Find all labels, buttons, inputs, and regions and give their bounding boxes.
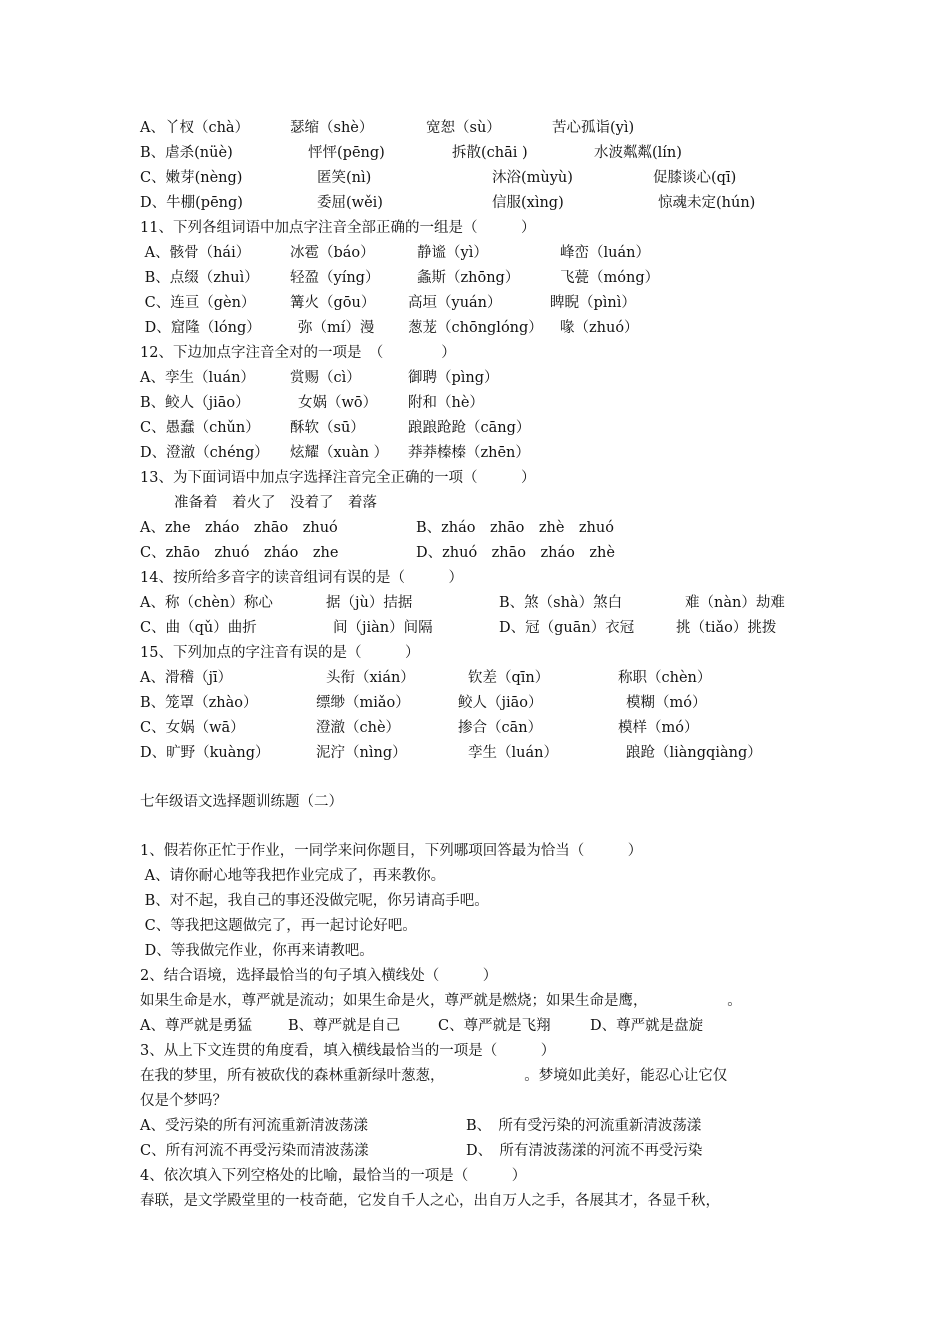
option-item: 宽恕（sù）	[426, 120, 501, 136]
option-label: B、点缀（zhuì）	[140, 270, 259, 286]
q11-stem: 11、下列各组词语中加点字注音全部正确的一组是（ ）	[140, 220, 536, 236]
option-label: D、窟隆（lóng）	[140, 320, 261, 336]
option-item: 称职（chèn）	[618, 670, 712, 686]
option-item: 匿笑(nì)	[317, 170, 372, 186]
option-item: 信服(xìng)	[492, 195, 564, 211]
q11-option-c	[140, 291, 636, 315]
option-item: C、曲（qǔ）曲折	[140, 620, 257, 636]
option-item: 苦心孤诣(yì)	[552, 120, 635, 136]
option-item: 惊魂未定(hún)	[658, 195, 756, 211]
option-label: A、孪生（luán）	[140, 370, 255, 386]
option-label: D、澄澈（chéng）	[140, 445, 269, 461]
s2q3-text-line-1: 在我的梦里，所有被砍伐的森林重新绿叶葱葱， 。梦境如此美好，能忍心让它仅	[140, 1068, 728, 1084]
option-item: 促膝谈心(qī)	[653, 170, 737, 186]
option-item: 澄澈（chè）	[316, 720, 401, 736]
option-item: D、zhuó zhāo zháo zhè	[416, 545, 615, 561]
option-item: 沐浴(mùyù)	[492, 170, 573, 186]
option-item: B、尊严就是自己	[288, 1018, 401, 1034]
option-label: A、丫杈（chà）	[140, 120, 250, 136]
s2q3-options-row-2	[140, 1139, 703, 1163]
option-label: C、嫩芽(nèng)	[140, 170, 243, 186]
q12-stem: 12、下边加点字注音全对的一项是 （ ）	[140, 345, 456, 361]
option-label: A、滑稽（jī）	[140, 670, 233, 686]
q14-stem: 14、按所给多音字的读音组词有误的是（ ）	[140, 570, 463, 586]
s2q2-text: 如果生命是水，尊严就是流动；如果生命是火，尊严就是燃烧；如果生命是鹰， 。	[140, 993, 742, 1009]
s2q3-options-row-1	[140, 1114, 702, 1138]
q11-option-a	[140, 241, 650, 265]
q12-option-d	[140, 441, 530, 465]
q11-option-d	[140, 316, 639, 340]
s2q4-stem: 4、依次填入下列空格处的比喻，最恰当的一项是（ ）	[140, 1168, 527, 1184]
option-item: 附和（hè）	[408, 395, 484, 411]
option-item: 高垣（yuán）	[408, 295, 502, 311]
option-label: D、牛棚(pēng)	[140, 195, 243, 211]
s2q3-text-line-2: 仅是个梦吗？	[140, 1093, 227, 1109]
option-item: 拆散(chāi )	[452, 145, 528, 161]
option-item: C、zhāo zhuó zháo zhe	[140, 545, 339, 561]
option-item: 炫耀（xuàn ）	[290, 445, 389, 461]
option-label: C、愚蠢（chǔn）	[140, 420, 260, 436]
option-item: 掺合（cān）	[458, 720, 543, 736]
s2q1-option-d: D、等我做完作业，你再来请教吧。	[140, 943, 374, 959]
option-item: 据（jù）拮据	[326, 595, 413, 611]
option-item: A、zhe zháo zhāo zhuó	[140, 520, 338, 536]
option-item: 钦差（qīn）	[468, 670, 550, 686]
option-item: 难（nàn）劫难	[685, 595, 785, 611]
option-item: 飞甍（móng）	[560, 270, 660, 286]
s2q2-options	[140, 1014, 704, 1038]
option-item: 委屈(wěi)	[317, 195, 383, 211]
option-item: 静谧（yì）	[417, 245, 488, 261]
option-item: 踉跄（liàngqiàng）	[626, 745, 762, 761]
q10-option-a	[140, 116, 635, 140]
option-item: 螽斯（zhōng）	[417, 270, 520, 286]
option-item: 间（jiàn）间隔	[333, 620, 433, 636]
option-item: 缥缈（miǎo）	[316, 695, 410, 711]
option-item: A、尊严就是勇猛	[140, 1018, 252, 1034]
option-item: C、所有河流不再受污染而清波荡漾	[140, 1143, 369, 1159]
option-item: 睥睨（pìnì）	[550, 295, 636, 311]
option-item: A、受污染的所有河流重新清波荡漾	[140, 1118, 368, 1134]
q13-options-row-2	[140, 541, 615, 565]
option-label: C、连亘（gèn）	[140, 295, 256, 311]
option-item: 峰峦（luán）	[560, 245, 650, 261]
q14-options-row-2	[140, 616, 777, 640]
option-item: 女娲（wō）	[298, 395, 378, 411]
option-item: B、煞（shà）煞白	[499, 595, 623, 611]
option-item: D、 所有清波荡漾的河流不再受污染	[466, 1143, 703, 1159]
option-label: B、笼罩（zhào）	[140, 695, 258, 711]
option-item: B、 所有受污染的河流重新清波荡漾	[466, 1118, 702, 1134]
option-label: C、女娲（wā）	[140, 720, 245, 736]
option-item: D、冠（guān）衣冠	[499, 620, 635, 636]
q13-words: 准备着 着火了 没着了 着落	[174, 495, 377, 511]
option-item: 喙（zhuó）	[560, 320, 639, 336]
option-item: 泥泞（nìng）	[316, 745, 407, 761]
option-item: 怦怦(pēng)	[308, 145, 385, 161]
s2q1-option-b: B、对不起，我自己的事还没做完呢，你另请高手吧。	[140, 893, 489, 909]
option-item: C、尊严就是飞翔	[438, 1018, 551, 1034]
option-item: 孪生（luán）	[468, 745, 558, 761]
q14-options-row-1	[140, 591, 785, 615]
option-item: A、称（chèn）称心	[140, 595, 273, 611]
option-item: 御聘（pìng）	[408, 370, 499, 386]
q13-stem: 13、为下面词语中加点字选择注音完全正确的一项（ ）	[140, 470, 536, 486]
option-item: 瑟缩（shè）	[290, 120, 374, 136]
q10-option-b	[140, 141, 682, 165]
s2q1-stem: 1、假若你正忙于作业，一同学来问你题目，下列哪项回答最为恰当（ ）	[140, 843, 643, 859]
option-item: 冰雹（báo）	[290, 245, 375, 261]
q13-options-row-1	[140, 516, 614, 540]
option-item: 弥（mí）漫	[298, 320, 375, 336]
s2q3-stem: 3、从上下文连贯的角度看，填入横线最恰当的一项是（ ）	[140, 1043, 556, 1059]
option-item: 轻盈（yíng）	[290, 270, 380, 286]
option-item: 模糊（mó）	[626, 695, 707, 711]
option-label: A、骸骨（hái）	[140, 245, 251, 261]
option-item: 挑（tiǎo）挑拨	[676, 620, 777, 636]
option-label: B、鲛人（jiāo）	[140, 395, 250, 411]
option-item: 水波粼粼(lín)	[594, 145, 682, 161]
q15-stem: 15、下列加点的字注音有误的是（ ）	[140, 645, 420, 661]
option-item: 莽莽榛榛（zhēn）	[408, 445, 530, 461]
q12-option-a	[140, 366, 499, 390]
q10-option-c	[140, 166, 737, 190]
option-item: 酥软（sū）	[290, 420, 365, 436]
q15-option-a	[140, 666, 712, 690]
option-item: B、zháo zhāo zhè zhuó	[416, 520, 614, 536]
s2q1-option-c: C、等我把这题做完了，再一起讨论好吧。	[140, 918, 417, 934]
option-item: 赏赐（cì）	[290, 370, 361, 386]
option-item: 头衔（xián）	[326, 670, 415, 686]
s2q4-text: 春联，是文学殿堂里的一枝奇葩，它发自千人之心，出自万人之手，各展其才，各显千秋，	[140, 1193, 720, 1209]
section-title: 七年级语文选择题训练题（二）	[140, 794, 343, 810]
option-item: D、尊严就是盘旋	[590, 1018, 704, 1034]
q12-option-c	[140, 416, 531, 440]
q12-option-b	[140, 391, 484, 415]
option-label: D、旷野（kuàng）	[140, 745, 270, 761]
q10-option-d	[140, 191, 756, 215]
q15-option-c	[140, 716, 699, 740]
q15-option-d	[140, 741, 762, 765]
option-item: 葱茏（chōnglóng）	[408, 320, 543, 336]
option-label: B、虐杀(nüè)	[140, 145, 233, 161]
q11-option-b	[140, 266, 660, 290]
option-item: 模样（mó）	[618, 720, 699, 736]
option-item: 踉踉跄跄（cāng）	[408, 420, 531, 436]
option-item: 篝火（gōu）	[290, 295, 376, 311]
s2q2-stem: 2、结合语境，选择最恰当的句子填入横线处（ ）	[140, 968, 498, 984]
s2q1-option-a: A、请你耐心地等我把作业完成了，再来教你。	[140, 868, 446, 884]
q15-option-b	[140, 691, 707, 715]
option-item: 鲛人（jiāo）	[458, 695, 543, 711]
